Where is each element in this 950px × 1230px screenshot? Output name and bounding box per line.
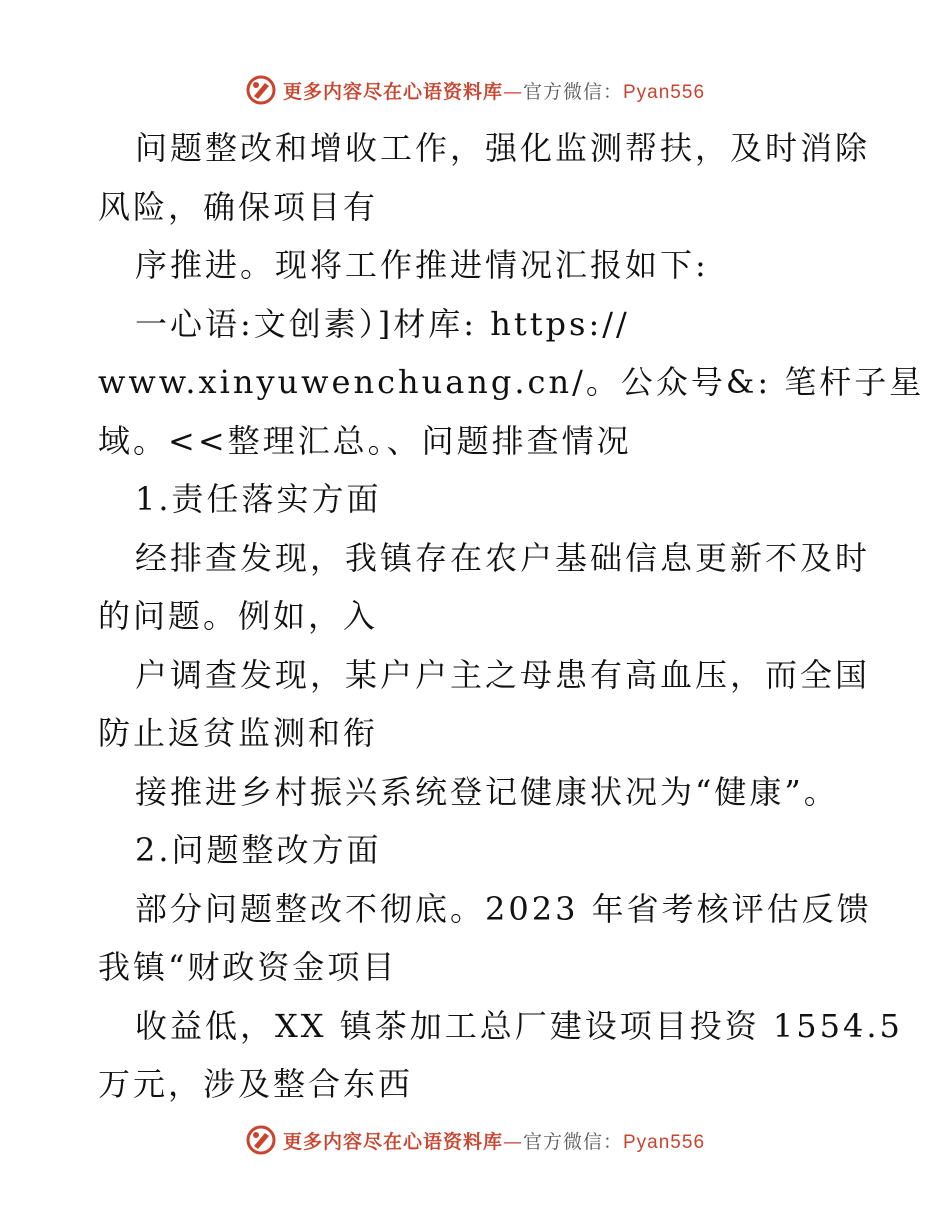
document-body xyxy=(98,119,925,1114)
text-line: 收益低，XX 镇茶加工总厂建设项目投资 1554.5 xyxy=(135,1006,903,1045)
text-line: 接推进乡村振兴系统登记健康状况为“健康”。 xyxy=(135,772,839,811)
text-line: 部分问题整改不彻底。2023 年省考核评估反馈 xyxy=(135,889,872,928)
header-banner-dash: — xyxy=(502,80,523,103)
text-line: 我镇“财政资金项目 xyxy=(98,948,398,986)
footer-banner-main: 更多内容尽在心语资料库 xyxy=(282,1130,503,1153)
text-line: 问题整改和增收工作，强化监测帮扶，及时消除 xyxy=(135,129,871,167)
text-line: 户调查发现，某户户主之母患有高血压，而全国 xyxy=(135,655,871,694)
header-banner-text xyxy=(283,77,705,104)
header-banner-id: Pyan556 xyxy=(623,81,706,103)
section-heading: 1.责任落实方面 xyxy=(135,480,382,518)
logo-icon xyxy=(245,74,277,106)
footer-banner-dash: — xyxy=(502,1130,523,1153)
header-banner-main: 更多内容尽在心语资料库 xyxy=(282,80,503,103)
text-line: 防止返贫监测和衔 xyxy=(98,714,379,752)
footer-banner-text xyxy=(283,1127,705,1154)
text-line: 经排查发现，我镇存在农户基础信息更新不及时 xyxy=(135,538,871,577)
text-line: 一心语:文创素）]材库: https:// xyxy=(135,304,630,343)
text-line: 的问题。例如，入 xyxy=(98,597,379,635)
text-line: 序推进。现将工作推进情况汇报如下: xyxy=(135,246,709,284)
section-heading: 2.问题整改方面 xyxy=(135,831,382,869)
logo-icon xyxy=(245,1124,277,1156)
text-line: 万元，涉及整合东西 xyxy=(98,1065,414,1103)
footer-banner xyxy=(0,1120,950,1160)
text-line: www.xinyuwenchuang.cn/。公众号&: 笔杆子星 xyxy=(98,363,925,401)
header-banner-label: 官方微信： xyxy=(522,80,623,103)
footer-banner-label: 官方微信： xyxy=(522,1130,623,1153)
footer-banner-id: Pyan556 xyxy=(623,1131,706,1153)
text-line: 域。<<整理汇总。、问题排查情况 xyxy=(98,421,632,460)
header-banner xyxy=(0,70,950,110)
text-line: 风险，确保项目有 xyxy=(98,187,379,226)
